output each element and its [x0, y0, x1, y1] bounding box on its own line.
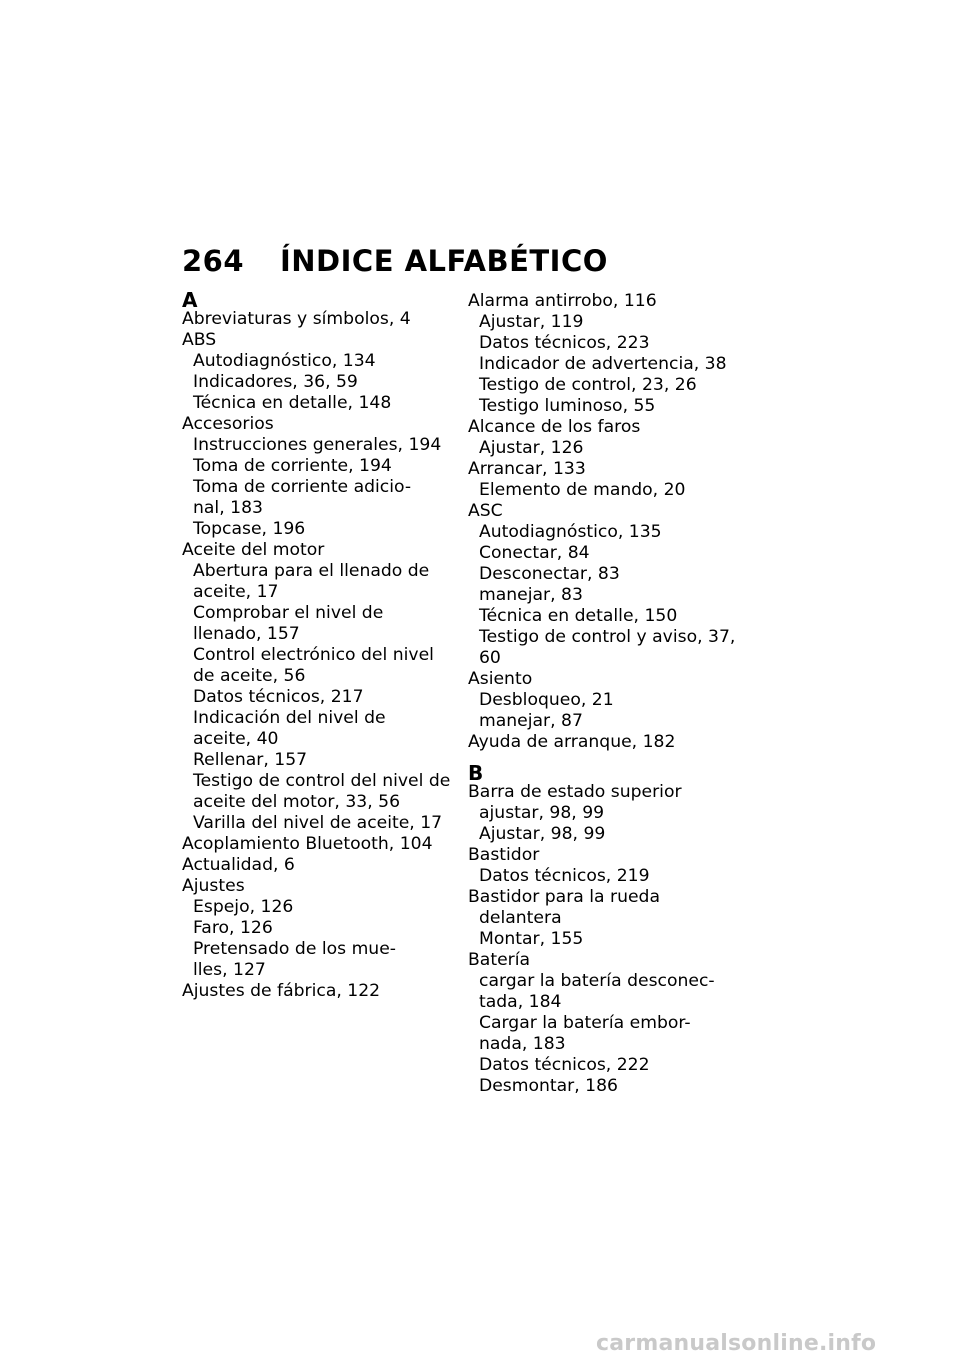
sub-entry: Montar, 155: [479, 929, 584, 949]
sub-entry: Autodiagnóstico, 135: [479, 522, 662, 542]
sub-entry: Abertura para el llenado de: [193, 561, 430, 581]
sub-entry: aceite, 40: [193, 729, 279, 749]
sub-entry: Datos técnicos, 219: [479, 866, 650, 886]
sub-entry: Ajustar, 119: [479, 312, 584, 332]
index-column-right: [468, 291, 743, 1097]
sub-entry: Control electrónico del nivel: [193, 645, 434, 665]
sub-entry: Testigo de control del nivel de: [193, 771, 451, 791]
sub-entry: Desbloqueo, 21: [479, 690, 614, 710]
sub-entry: aceite, 17: [193, 582, 279, 602]
index-entry: [182, 876, 457, 981]
index-entry: [182, 855, 457, 876]
sub-entry: Datos técnicos, 223: [479, 333, 650, 353]
index-entry: [182, 414, 457, 540]
sub-entry: nada, 183: [479, 1034, 566, 1054]
index-entry: [468, 459, 743, 501]
sub-entry: Elemento de mando, 20: [479, 480, 686, 500]
page-number: 264: [182, 244, 245, 278]
sub-entry: Topcase, 196: [193, 519, 306, 539]
sub-entry: de aceite, 56: [193, 666, 306, 686]
sub-entry: lles, 127: [193, 960, 266, 980]
sub-entry: aceite del motor, 33, 56: [193, 792, 401, 812]
index-entry: [468, 950, 743, 1097]
sub-entry: Faro, 126: [193, 918, 273, 938]
sub-entry: Espejo, 126: [193, 897, 294, 917]
sub-entry: Desmontar, 186: [479, 1076, 618, 1096]
index-entry: [182, 309, 457, 330]
sub-entry: Desconectar, 83: [479, 564, 620, 584]
index-entry: [182, 540, 457, 834]
index-column-left: [182, 288, 457, 1002]
sub-entry: Varilla del nivel de aceite, 17: [193, 813, 443, 833]
sub-entry: Testigo de control y aviso, 37,: [479, 627, 736, 647]
index-entry: [468, 782, 743, 845]
sub-entry: Testigo luminoso, 55: [479, 396, 656, 416]
sub-entry: manejar, 87: [479, 711, 583, 731]
sub-entry: Indicación del nivel de: [193, 708, 386, 728]
sub-entry: manejar, 83: [479, 585, 583, 605]
sub-entry: Ajustar, 126: [479, 438, 584, 458]
sub-entry: llenado, 157: [193, 624, 300, 644]
sub-entry: Cargar la batería embor-: [479, 1013, 691, 1033]
entry-term: ABS: [182, 330, 217, 350]
index-entry: [182, 330, 457, 414]
entry-term: Barra de estado superior: [468, 782, 682, 802]
entry-term: Bastidor para la rueda: [468, 887, 660, 907]
index-entry: [182, 981, 457, 1002]
sub-entry: Testigo de control, 23, 26: [479, 375, 697, 395]
entry-term: Abreviaturas y símbolos, 4: [182, 309, 411, 329]
index-entry: [468, 887, 743, 950]
sub-entry: Instrucciones generales, 194: [193, 435, 442, 455]
index-entry: [468, 501, 743, 669]
page-title: ÍNDICE ALFABÉTICO: [280, 244, 608, 278]
entry-term: Aceite del motor: [182, 540, 325, 560]
sub-entry: Datos técnicos, 222: [479, 1055, 650, 1075]
entry-term: ASC: [468, 501, 503, 521]
sub-entry: Ajustar, 98, 99: [479, 824, 606, 844]
index-entry: [468, 291, 743, 417]
index-entry: [468, 845, 743, 887]
entry-term: Arrancar, 133: [468, 459, 586, 479]
sub-entry: Técnica en detalle, 148: [193, 393, 392, 413]
sub-entry: Indicadores, 36, 59: [193, 372, 358, 392]
entry-term: Ajustes: [182, 876, 245, 896]
sub-entry: Datos técnicos, 217: [193, 687, 364, 707]
sub-entry: ajustar, 98, 99: [479, 803, 605, 823]
entry-term: Alcance de los faros: [468, 417, 641, 437]
entry-term: Ajustes de fábrica, 122: [182, 981, 381, 1001]
sub-entry: Comprobar el nivel de: [193, 603, 384, 623]
sub-entry: Toma de corriente, 194: [193, 456, 392, 476]
entry-term: Batería: [468, 950, 531, 970]
entry-term: delantera: [479, 908, 562, 928]
index-entry: [468, 732, 743, 753]
sub-entry: Autodiagnóstico, 134: [193, 351, 376, 371]
sub-entry: cargar la batería desconec-: [479, 971, 715, 991]
sub-entry: tada, 184: [479, 992, 562, 1012]
sub-entry: Indicador de advertencia, 38: [479, 354, 727, 374]
entry-term: Alarma antirrobo, 116: [468, 291, 657, 311]
entry-term: Accesorios: [182, 414, 274, 434]
entry-term: Asiento: [468, 669, 533, 689]
sub-entry: Conectar, 84: [479, 543, 590, 563]
sub-entry: 60: [479, 648, 501, 668]
index-entry: [468, 669, 743, 732]
section-letter: B: [468, 761, 484, 785]
sub-entry: nal, 183: [193, 498, 263, 518]
entry-term: Acoplamiento Bluetooth, 104: [182, 834, 433, 854]
entry-term: Actualidad, 6: [182, 855, 295, 875]
sub-entry: Técnica en detalle, 150: [479, 606, 678, 626]
index-entry: [468, 417, 743, 459]
index-entry: [182, 834, 457, 855]
sub-entry: Rellenar, 157: [193, 750, 308, 770]
entry-term: Bastidor: [468, 845, 540, 865]
section-letter: A: [182, 288, 198, 312]
page-header: [182, 244, 608, 278]
watermark: carmanualsonline.info: [596, 1331, 877, 1356]
sub-entry: Pretensado de los mue-: [193, 939, 396, 959]
sub-entry: Toma de corriente adicio-: [193, 477, 412, 497]
entry-term: Ayuda de arranque, 182: [468, 732, 676, 752]
